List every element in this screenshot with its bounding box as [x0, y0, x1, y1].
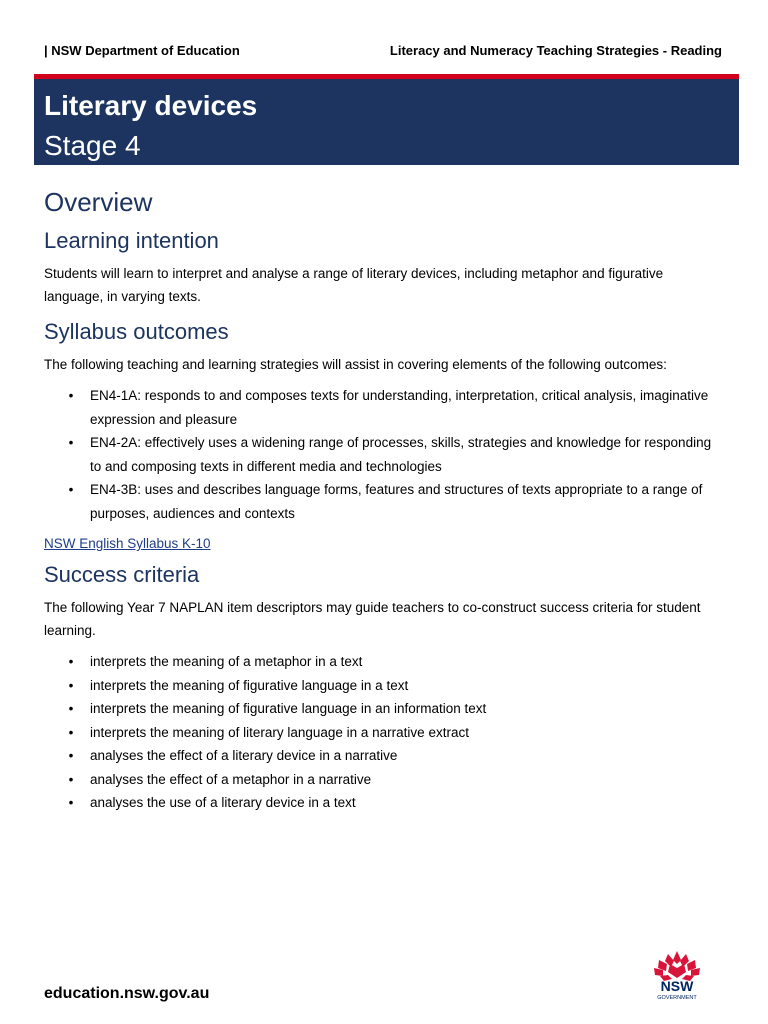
list-item: • interprets the meaning of a metaphor in a text [44, 650, 724, 674]
list-item: • EN4-2A: effectively uses a widening range of processes, skills, strategies and knowledge for responding to and composing texts in different media and technologies [44, 431, 724, 478]
list-item: • EN4-1A: responds to and composes texts for understanding, interpretation, critical analysis, imaginative expression and pleasure [44, 384, 724, 431]
bullet-icon: • [68, 795, 74, 810]
bullet-icon: • [68, 435, 74, 450]
bullet-icon: • [68, 724, 74, 740]
list-item: • EN4-3B: uses and describes language forms, features and structures of texts appropriate to a range of purposes, audiences and contexts [44, 478, 724, 525]
bullet-icon: • [68, 748, 74, 763]
bullet-icon: • [68, 654, 74, 669]
header-department: | NSW Department of Education [44, 42, 240, 58]
page-title: Literary devices [44, 90, 258, 121]
syllabus-link[interactable]: NSW English Syllabus K-10 [44, 536, 211, 551]
list-item: • analyses the use of a literary device in a text [44, 791, 724, 815]
list-item: • analyses the effect of a literary device in a narrative [44, 744, 724, 768]
list-item: • interprets the meaning of literary language in a narrative extract [44, 721, 724, 745]
bullet-icon: • [68, 388, 74, 403]
syllabus-outcomes-intro: The following teaching and learning strategies will assist in covering elements of the following outcomes: [44, 357, 667, 372]
bullet-icon: • [68, 771, 74, 787]
logo-wordmark: NSW [660, 978, 694, 994]
page-subtitle: Stage 4 [44, 130, 141, 161]
title-band [34, 74, 739, 165]
success-criteria-intro: The following Year 7 NAPLAN item descriptors may guide teachers to co-construct success criteria for student learning. [44, 600, 701, 638]
syllabus-outcomes-heading: Syllabus outcomes [44, 319, 229, 344]
bullet-icon: • [68, 482, 74, 497]
page-header [44, 41, 722, 59]
nsw-government-logo [646, 948, 708, 1006]
logo-subtext: GOVERNMENT [657, 995, 697, 1001]
list-item: • analyses the effect of a metaphor in a narrative [44, 768, 724, 792]
learning-intention-heading: Learning intention [44, 228, 219, 253]
footer-url: education.nsw.gov.au [44, 985, 210, 1002]
success-criteria-list [44, 650, 724, 815]
learning-intention-text: Students will learn to interpret and analyse a range of literary devices, including metaphor and figurative language, in varying texts. [44, 266, 664, 304]
syllabus-outcomes-list [44, 384, 724, 525]
list-item: • interprets the meaning of figurative language in a text [44, 674, 724, 698]
bullet-icon: • [68, 677, 74, 693]
bullet-icon: • [68, 701, 74, 716]
overview-heading: Overview [44, 187, 153, 217]
success-criteria-heading: Success criteria [44, 562, 200, 587]
main-content [44, 185, 724, 815]
list-item: • interprets the meaning of figurative language in an information text [44, 697, 724, 721]
header-document-title: Literacy and Numeracy Teaching Strategies - Reading [389, 42, 722, 58]
